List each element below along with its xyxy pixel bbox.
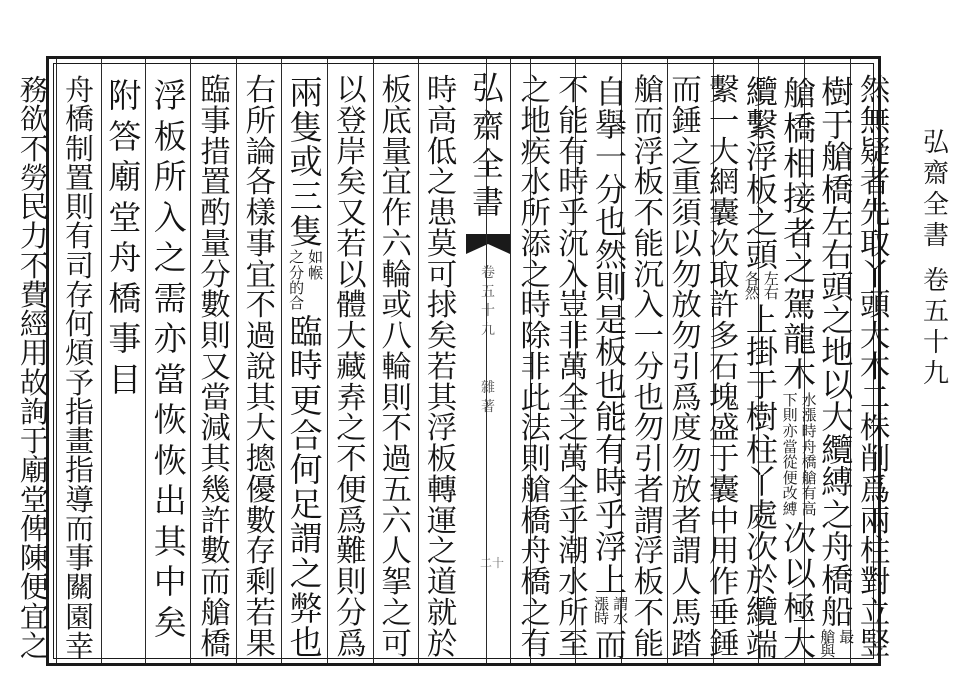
text-column-c17: 浮 板 所 入 之 需 亦 當 恢 恢 出 其 中 矣: [153, 76, 187, 642]
text-column-c12: 板 底 量 宜 作 六 輪 或 八 輪 則 不 過 五 六 人 挐 之 可: [381, 73, 412, 662]
text-column-c7: 艙 而 浮 板 不 能 沉 入 一 分 也 勿 引 者 謂 浮 板 不 能: [633, 73, 664, 662]
text-column-c11: 時 高 低 之 患 莫 可 捄 矣 若 其 浮 板 轉 運 之 道 就 於: [426, 73, 458, 662]
interlinear-note: 水 漲 時 舟 橋 艙 有 高 下 則 亦 當 從 便 改 縛: [782, 390, 817, 518]
interlinear-note: 最 艙 與: [820, 627, 855, 660]
text-column-c13: 以 登 岸 矣 又 若 以 體 大 藏 弆 之 不 便 爲 難 則 分 爲: [336, 73, 367, 662]
text-column-c9: 不 能 有 時 乎 沉 入 豈 非 萬 全 之 萬 全 乎 潮 水 所 至: [558, 73, 589, 662]
running-head-volume: 卷 五 十 九: [922, 266, 949, 389]
text-column-c14: 兩 隻 或 三 隻 如 帿 之 分 的 合 臨 時 更 合 何 足 謂 之 弊 也: [289, 73, 324, 663]
running-head-book: 弘 齋 全 書: [922, 128, 949, 251]
text-column-c15: 右 所 論 各 樣 事 宜 不 過 說 其 大 摠 優 數 存 剩 若 果: [245, 73, 276, 662]
text-column-c8: 自 擧 一 分 也 然 則 是 板 也 能 有 時 乎 浮 上 謂 水 漲 時 而: [594, 73, 629, 664]
appendix-label: 附: [108, 76, 142, 115]
text-column-c3: 艙 橋 相 接 者 之 駕 龍 木 水 漲 時 舟 橋 艙 有 高 下 則 亦 當 從 便 改 縛 次 以 極 大: [782, 74, 817, 663]
text-column-c18: 附 答 廟 堂 舟 橋 事 目: [103, 76, 147, 400]
text-column-c16: 臨 事 措 置 酌 量 分 數 則 又 當 減 其 幾 許 數 而 艙 橋: [200, 73, 231, 662]
interlinear-note: 左 右 各 然: [744, 270, 779, 303]
text-column-c4: 纜 繫 浮 板 之 頭 左 右 各 然 上 掛 于 樹 柱 丫 處 次 於 纜 端: [744, 73, 779, 664]
interlinear-note: 如 帿 之 分 的 合: [289, 248, 324, 313]
fold-volume: 卷 五 十 九: [481, 265, 495, 338]
interlinear-note: 謂 水 漲 時: [594, 595, 629, 628]
fishtail-mark-icon: [466, 234, 510, 254]
text-column-c10: 之 地 疾 水 所 添 之 時 除 非 此 法 則 艙 橋 舟 橋 之 有: [520, 73, 551, 662]
text-column-c1: 然 無 疑 者 先 取 丫 頭 大 木 二 株 削 爲 兩 柱 對 立 竪: [859, 73, 891, 662]
text-column-c2: 樹 于 艙 橋 左 右 頭 之 地 以 大 纜 縛 之 舟 橋 船 最 艙 與: [820, 73, 855, 660]
text-column-c19: 舟 橋 制 置 則 有 司 存 何 煩 予 指 畫 指 導 而 事 關 園 幸: [65, 73, 95, 663]
fold-page-number: 二十: [480, 556, 505, 570]
column-rule: [510, 59, 511, 663]
fold-title: 弘 齋 全 書: [471, 69, 504, 221]
text-column-c20: 務 欲 不 勞 民 力 不 費 經 用 故 詢 于 廟 堂 俾 陳 便 宜 之: [19, 73, 49, 663]
fold-section: 雜 著: [481, 380, 495, 415]
text-column-c6: 而 錘 之 重 須 以 勿 放 勿 引 爲 度 勿 放 者 謂 人 馬 踏: [671, 73, 702, 662]
running-head: [918, 128, 954, 390]
center-fold: [466, 59, 510, 663]
text-column-c5: 繫 一 大 網 囊 次 取 許 多 石 塊 盛 于 囊 中 用 作 垂 錘: [709, 73, 740, 662]
column-rule: [486, 59, 487, 663]
